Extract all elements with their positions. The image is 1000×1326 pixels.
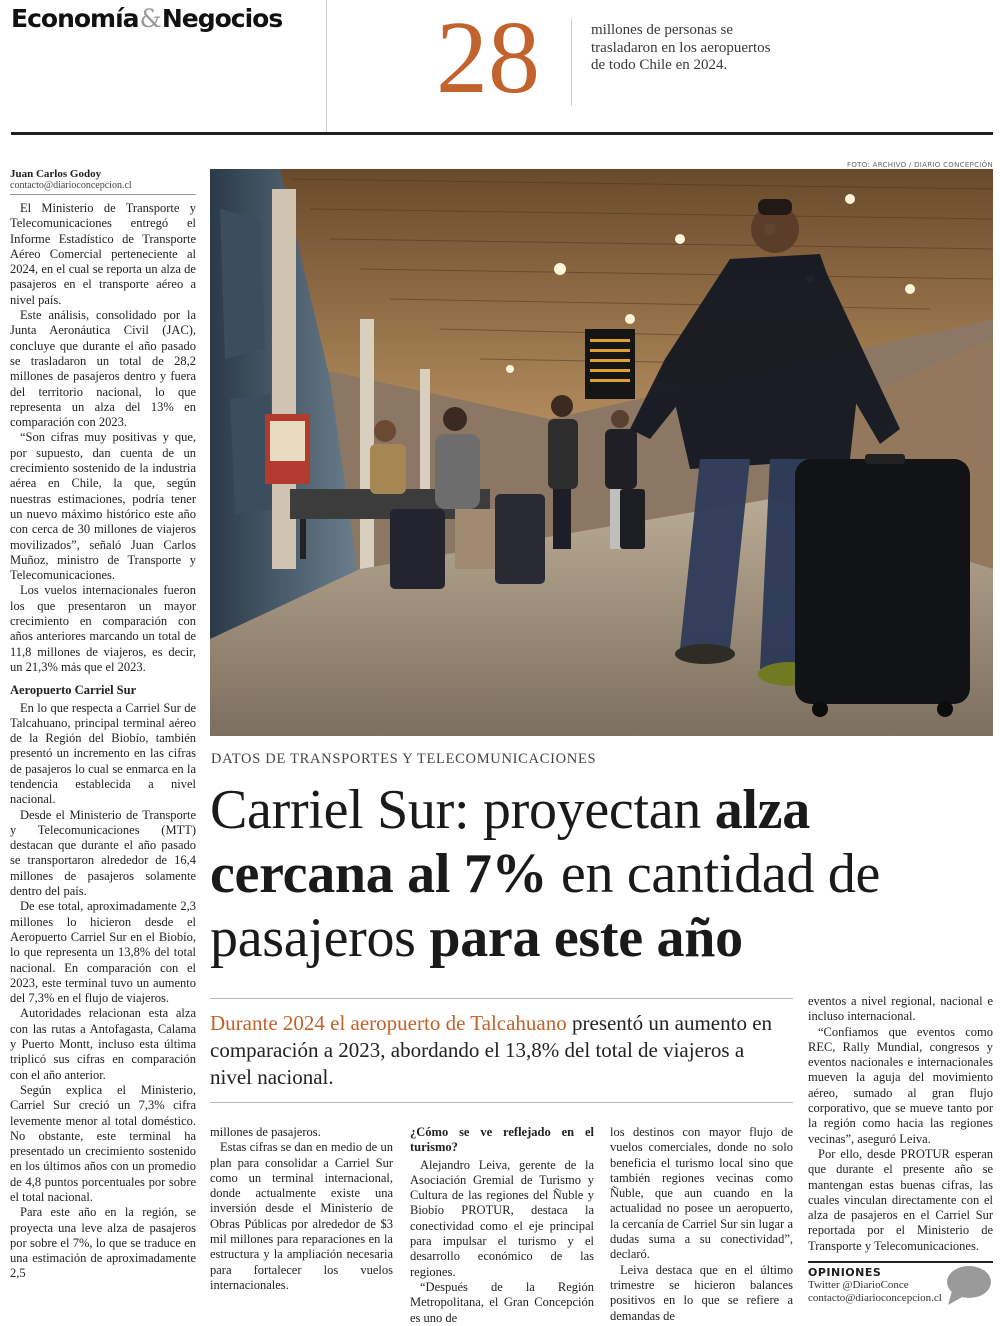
subhead-carriel-sur: Aeropuerto Carriel Sur — [10, 683, 137, 698]
paragraph: Leiva destaca que en el último trimestre se hicieron balances positivos en lo que se refiere a demandas de — [610, 1262, 793, 1323]
section-title-part2: Negocios — [161, 4, 283, 33]
byline-divider — [10, 194, 196, 195]
left-paragraph: Desde el Ministerio de Transporte y Telecomunicaciones (MTT) destacan que durante el año pasado se transportaron alrededor de 16,4 millones de pasajeros solamente dentro del país. — [10, 807, 196, 899]
kicker: DATOS DE TRANSPORTES Y TELECOMUNICACIONES — [211, 751, 597, 767]
opinions-title: OPINIONES — [808, 1266, 882, 1279]
headline-part1: Carriel Sur: proyectan — [210, 779, 715, 841]
lead-bottom-rule — [210, 1102, 793, 1103]
photo-credit: FOTO: ARCHIVO / DIARIO CONCEPCIÓN — [847, 161, 993, 169]
byline-name: Juan Carlos Godoy — [10, 168, 102, 180]
left-paragraph: Para este año en la región, se proyecta una leve alza de pasajeros por sobre el 7%, lo que se traduce en una estimación de aproximadamente 2,5 — [10, 1205, 196, 1281]
big-number-caption: millones de personas se trasladaron en los aeropuertos de todo Chile en 2024. — [591, 22, 771, 73]
column-a — [210, 1125, 393, 1293]
subhead-tourism: ¿Cómo se ve reflejado en el turismo? — [410, 1125, 594, 1155]
airport-photo — [210, 169, 993, 736]
left-paragraph: Según explica el Ministerio, Carriel Sur creció un 7,3% cifra levemente menor al total doméstico. No obstante, este terminal ha presentado un crecimiento sostenido en los últimos años con un promedio de 4,8 puntos porcentuales por sobre el total nacional. — [10, 1082, 196, 1204]
lead-highlight: Durante 2024 el aeropuerto de Talcahuano — [210, 1011, 567, 1035]
paragraph: Por ello, desde PROTUR esperan que durante el presente año se mantengan estas buenas cifras, las cuales vinculan directamente con el alza de pasajeros en el Carriel Sur reportada por el Ministerio de Transporte y Telecomunicaciones. — [808, 1146, 993, 1253]
left-paragraph: En lo que respecta a Carriel Sur de Talcahuano, principal terminal aéreo de la Región del Biobío, también presentó un incremento en las cifras de pasajeros lo cual se enmarca en la tendencia establecida a nivel nacional. — [10, 700, 196, 807]
header-rule — [11, 132, 993, 135]
headline-part2: alza cercana al 7% — [210, 779, 810, 905]
headline-part3: en cantidad de pasajeros — [210, 843, 881, 969]
paragraph: millones de pasajeros. — [210, 1125, 321, 1139]
paragraph: eventos a nivel regional, nacional e incluso internacional. — [808, 994, 993, 1024]
paragraph: los destinos con mayor flujo de vuelos comerciales, donde no solo beneficia el turismo local sino que también regiones vecinas como Ñuble, que aun cuando en la actualidad no posee un aeropuerto, la cercanía de Carriel Sur sin lugar a dudas suma a su conectividad”, declaró. — [610, 1125, 793, 1262]
left-paragraph: “Son cifras muy positivas y que, por supuesto, dan cuenta de un crecimiento sostenido de la industria aérea en Chile, la que, según nuestras estimaciones, podría tener un nuevo máximo histórico este año con cerca de 30 millones de viajeros movilizados”, señaló Juan Carlos Muñoz, ministro de Transporte y Telecomunicaciones. — [10, 430, 196, 583]
headline-part4: para este año — [429, 907, 743, 969]
paragraph: “Confiamos que eventos como REC, Rally Mundial, congresos y eventos nacionales e internacionales mueven la aguja del movimiento aéreo, sumado al gran flujo corporativo, que se mueve tanto por la región como hacia las regiones vecinas”, aseguró Leiva. — [808, 1024, 993, 1146]
paragraph: Estas cifras se dan en medio de un plan para consolidar a Carriel Sur como un terminal internacional, donde actualmente existe una inversión desde el Ministerio de Obras Públicas por alrededor de $3 mil millones para reparaciones en la estructura y la ampliación necesaria para fortalecer los vuelos internacionales. — [210, 1140, 393, 1292]
big-number: 28 — [436, 0, 540, 115]
opinions-email[interactable]: contacto@diarioconcepcion.cl — [808, 1292, 942, 1304]
lead-top-rule — [210, 998, 793, 999]
paragraph: Alejandro Leiva, gerente de la Asociación Gremial de Turismo y Cultura de las regiones del Ñuble y Biobío PROTUR, destaca la conectividad como el eje principal para impulsar el turismo y el desarrollo económico de las regiones. — [410, 1157, 594, 1279]
paragraph: “Después de la Región Metropolitana, el Gran Concepción es uno de — [410, 1279, 594, 1325]
section-title-ampersand: & — [139, 4, 161, 33]
headline — [210, 778, 910, 970]
column-d — [808, 994, 993, 1254]
lead-rest: presentó un aumento en comparación a 2023, abordando el 13,8% del total de viajeros a nivel nacional. — [210, 1011, 773, 1089]
left-paragraph: De ese total, aproximadamente 2,3 millones lo hicieron desde el Aeropuerto Carriel Sur en el Biobío, lo que representa un 13,8% del total nacional. En comparación con el 2023, este terminal tuvo un aumento del 7,3% en el flujo de viajeros. — [10, 899, 196, 1006]
left-paragraph: El Ministerio de Transporte y Telecomunicaciones entregó el Informe Estadístico de Transporte Aéreo Comercial perteneciente al 2024, en el cual se reporta un alza de pasajeros en el transporte aéreo a nivel país. — [10, 201, 196, 307]
left-column — [10, 168, 196, 1282]
left-paragraph: Los vuelos internacionales fueron los que presentaron un mayor crecimiento en comparación con años anteriores marcando un total de 11,8 millones de viajeros, es decir, un 21,3% más que el 2023. — [10, 583, 196, 674]
airport-photo-illustration — [210, 169, 993, 736]
column-c — [610, 1125, 793, 1324]
lead — [210, 1010, 785, 1091]
column-b — [410, 1125, 594, 1326]
left-paragraph: Este análisis, consolidado por la Junta Aeronáutica Civil (JAC), concluye que durante el año pasado se trasladaron un total de 28,2 millones de pasajeros dentro y fuera del territorio nacional, lo que representa un alza del 13% en comparación con 2023. — [10, 308, 196, 430]
header-divider — [326, 0, 327, 132]
section-title-part1: Economía — [11, 4, 139, 33]
speech-bubble-icon — [944, 1263, 992, 1307]
byline-email[interactable]: contacto@diarioconcepcion.cl — [10, 180, 132, 191]
left-paragraph: Autoridades relacionan esta alza con las rutas a Antofagasta, Calama y Puerto Montt, incluso esta última triplicó sus cifras en comparación con el año anterior. — [10, 1006, 196, 1082]
header-number-divider — [571, 18, 572, 106]
section-title — [11, 4, 282, 33]
opinions-twitter[interactable]: Twitter @DiarioConce — [808, 1279, 909, 1291]
